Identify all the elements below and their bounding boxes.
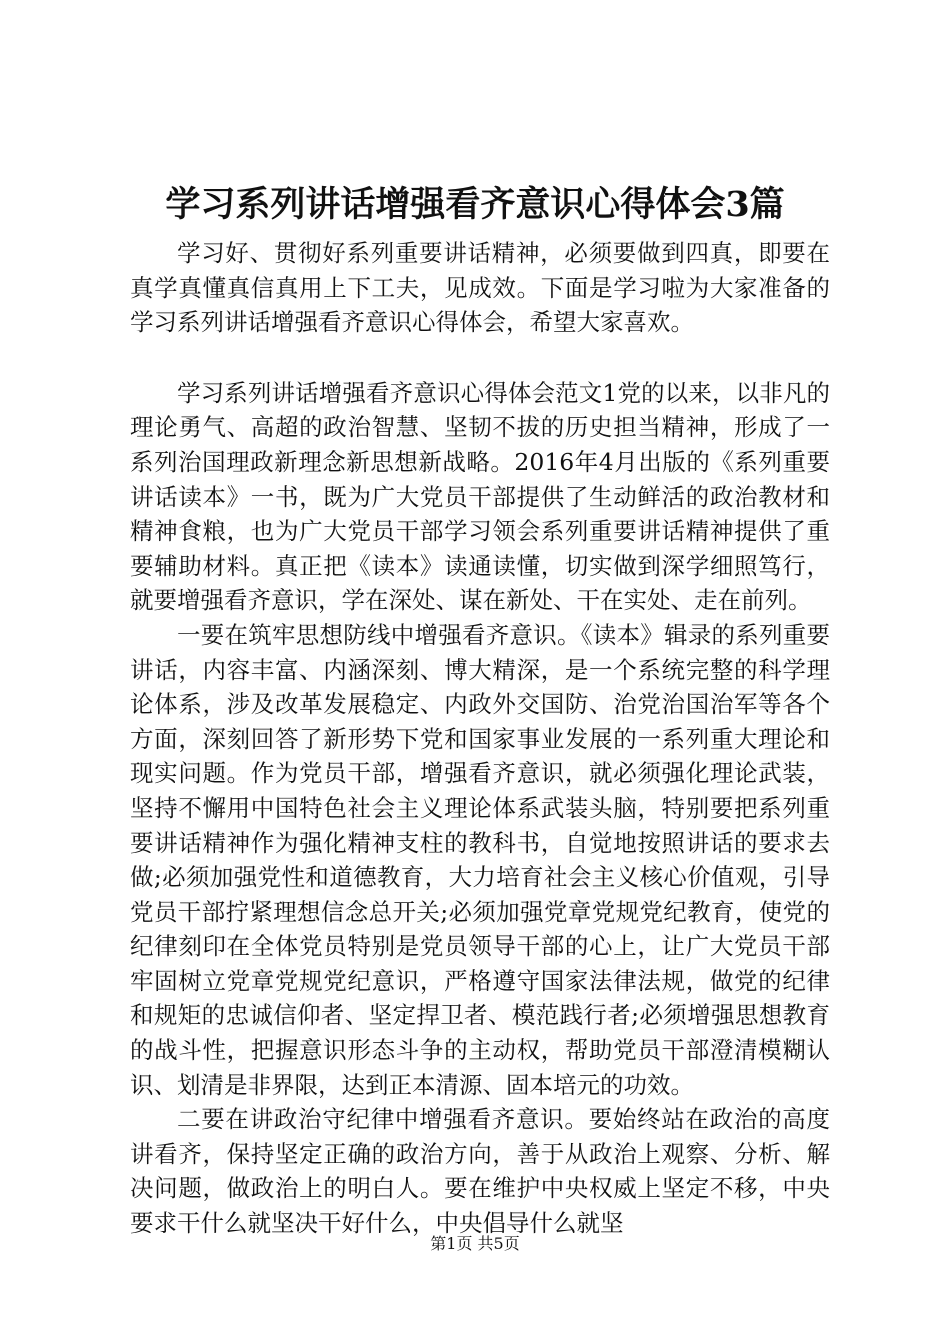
body-paragraph: 一要在筑牢思想防线中增强看齐意识。《读本》辑录的系列重要讲话，内容丰富、内涵深刻、博大精深，是一个系统完整的科学理论体系，涉及改革发展稳定、内政外交国防、治党治国治军等各个方面，深刻回答了新形势下党和国家事业发展的一系列重大理论和现实问题。作为党员干部，增强看齐意识，就必须强化理论武装，坚持不懈用中国特色社会主义理论体系武装头脑，特别要把系列重要讲话精神作为强化精神支柱的教科书，自觉地按照讲话的要求去做;必须加强党性和道德教育，大力培育社会主义核心价值观，引导党员干部拧紧理想信念总开关;必须加强党章党规党纪教育，使党的纪律刻印在全体党员特别是党员领导干部的心上，让广大党员干部牢固树立党章党规党纪意识，严格遵守国家法律法规，做党的纪律和规矩的忠诚信仰者、坚定捍卫者、模范践行者;必须增强思想教育的战斗性，把握意识形态斗争的主动权，帮助党员干部澄清模糊认识、划清是非界限，达到正本清源、固本培元的功效。 bbox=[130, 620, 830, 1099]
document-title: 学习系列讲话增强看齐意识心得体会3篇 bbox=[165, 184, 785, 225]
body-paragraph: 学习系列讲话增强看齐意识心得体会范文1党的以来，以非凡的理论勇气、高超的政治智慧、坚韧不拔的历史担当精神，形成了一系列治国理政新理念新思想新战略。2016年4月出版的《系列重要讲话读本》一书，既为广大党员干部提供了生动鲜活的政治教材和精神食粮，也为广大党员干部学习领会系列重要讲话精神提供了重要辅助材料。真正把《读本》读通读懂，切实做到深学细照笃行，就要增强看齐意识，学在深处、谋在新处、干在实处、走在前列。 bbox=[130, 378, 830, 615]
document-body bbox=[130, 236, 830, 1241]
body-paragraph: 二要在讲政治守纪律中增强看齐意识。要始终站在政治的高度讲看齐，保持坚定正确的政治方向，善于从政治上观察、分析、解决问题，做政治上的明白人。要在维护中央权威上坚定不移，中央要求干什么就坚决干好什么，中央倡导什么就坚 bbox=[130, 1105, 830, 1238]
page-number-footer: 第1页 共5页 bbox=[430, 1234, 520, 1253]
intro-paragraph: 学习好、贯彻好系列重要讲话精神，必须要做到四真，即要在真学真懂真信真用上下工夫，见成效。下面是学习啦为大家准备的学习系列讲话增强看齐意识心得体会，希望大家喜欢。 bbox=[130, 239, 830, 337]
